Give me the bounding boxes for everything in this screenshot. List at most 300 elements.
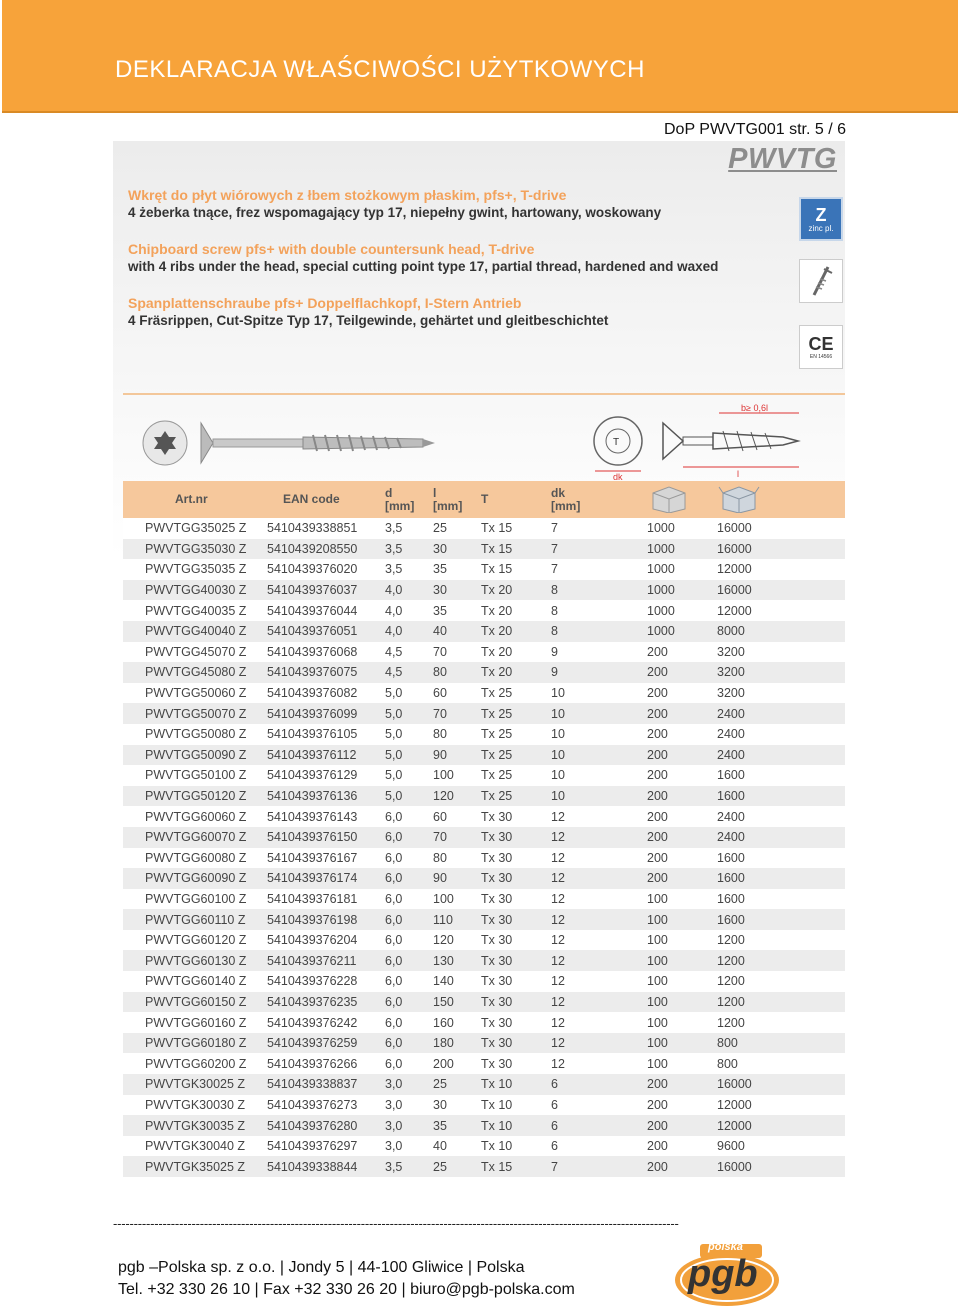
cell-t: Tx 20 bbox=[481, 583, 513, 598]
cell-ean: 5410439376037 bbox=[267, 583, 358, 598]
cell-t: Tx 30 bbox=[481, 1015, 513, 1030]
cell-ean: 5410439376181 bbox=[267, 891, 358, 906]
cell-dk: 12 bbox=[551, 1036, 565, 1051]
cell-qty-carton: 1200 bbox=[717, 933, 745, 948]
cell-ean: 5410439376273 bbox=[267, 1097, 358, 1112]
cell-l: 200 bbox=[433, 1056, 454, 1071]
cell-qty-box: 100 bbox=[647, 912, 668, 927]
screw-type-badge bbox=[799, 259, 843, 303]
table-row bbox=[123, 1074, 845, 1095]
cell-l: 60 bbox=[433, 809, 447, 824]
footer-contact: Tel. +32 330 26 10 | Fax +32 330 26 20 | biuro@pgb-polska.com bbox=[118, 1281, 575, 1298]
cell-qty-box: 100 bbox=[647, 891, 668, 906]
description-german bbox=[128, 295, 808, 328]
table-row bbox=[123, 724, 845, 745]
cell-ean: 5410439376259 bbox=[267, 1036, 358, 1051]
cell-l: 80 bbox=[433, 665, 447, 680]
cell-ean: 5410439376068 bbox=[267, 644, 358, 659]
cell-l: 70 bbox=[433, 830, 447, 845]
cell-art-nr: PWVTGG50080 Z bbox=[145, 727, 247, 742]
cell-qty-box: 200 bbox=[647, 830, 668, 845]
cell-l: 110 bbox=[433, 912, 453, 927]
cell-ean: 5410439376075 bbox=[267, 665, 358, 680]
cell-ean: 5410439376020 bbox=[267, 562, 358, 577]
small-box-icon bbox=[647, 483, 691, 513]
cell-qty-carton: 16000 bbox=[717, 583, 752, 598]
header-d-unit: [mm] bbox=[385, 498, 415, 513]
cell-dk: 10 bbox=[551, 768, 565, 783]
logo-subtitle: polska bbox=[708, 1241, 743, 1253]
cell-l: 130 bbox=[433, 953, 454, 968]
cell-dk: 12 bbox=[551, 871, 565, 886]
cell-l: 70 bbox=[433, 644, 447, 659]
cell-qty-carton: 2400 bbox=[717, 809, 745, 824]
cell-qty-box: 200 bbox=[647, 686, 668, 701]
cell-t: Tx 30 bbox=[481, 1056, 513, 1071]
footer-address: pgb –Polska sp. z o.o. | Jondy 5 | 44-100 Gliwice | Polska bbox=[118, 1259, 525, 1276]
cell-l: 25 bbox=[433, 521, 447, 536]
cell-dk: 6 bbox=[551, 1077, 558, 1092]
table-row bbox=[123, 930, 845, 951]
cell-d: 3,5 bbox=[385, 1159, 403, 1174]
cell-l: 80 bbox=[433, 727, 447, 742]
cell-dk: 9 bbox=[551, 665, 558, 680]
cell-dk: 10 bbox=[551, 686, 565, 701]
cell-t: Tx 30 bbox=[481, 891, 513, 906]
cell-d: 5,0 bbox=[385, 747, 403, 762]
cell-t: Tx 20 bbox=[481, 624, 513, 639]
cell-dk: 8 bbox=[551, 624, 558, 639]
description-german-detail: 4 Fräsrippen, Cut-Spitze Typ 17, Teilgewinde, gehärtet und gleitbeschichtet bbox=[128, 313, 609, 328]
table-row bbox=[123, 642, 845, 663]
cell-dk: 6 bbox=[551, 1097, 558, 1112]
cell-l: 120 bbox=[433, 933, 454, 948]
document-reference: DoP PWVTG001 str. 5 / 6 bbox=[664, 121, 846, 138]
cell-dk: 12 bbox=[551, 994, 565, 1009]
cell-t: Tx 30 bbox=[481, 994, 513, 1009]
cell-qty-box: 1000 bbox=[647, 603, 675, 618]
cell-ean: 5410439376044 bbox=[267, 603, 358, 618]
cell-art-nr: PWVTGG60180 Z bbox=[145, 1036, 247, 1051]
cell-d: 6,0 bbox=[385, 830, 403, 845]
cell-qty-carton: 1200 bbox=[717, 974, 745, 989]
cell-t: Tx 30 bbox=[481, 974, 513, 989]
description-polish-title: Wkręt do płyt wiórowych z łbem stożkowym płaskim, pfs+, T-drive bbox=[128, 187, 567, 203]
cell-art-nr: PWVTGG60100 Z bbox=[145, 891, 247, 906]
cell-dk: 7 bbox=[551, 562, 558, 577]
screw-icon bbox=[806, 263, 836, 299]
cell-l: 90 bbox=[433, 747, 447, 762]
table-row bbox=[123, 662, 845, 683]
cell-qty-carton: 1200 bbox=[717, 1015, 745, 1030]
cell-dk: 12 bbox=[551, 850, 565, 865]
cell-dk: 8 bbox=[551, 583, 558, 598]
cell-dk: 10 bbox=[551, 706, 565, 721]
cell-qty-box: 100 bbox=[647, 953, 668, 968]
cell-dk: 7 bbox=[551, 521, 558, 536]
table-row bbox=[123, 971, 845, 992]
drawing-label-t: T bbox=[613, 437, 620, 448]
cell-t: Tx 30 bbox=[481, 953, 513, 968]
cell-qty-box: 1000 bbox=[647, 541, 675, 556]
cell-dk: 8 bbox=[551, 603, 558, 618]
cell-d: 6,0 bbox=[385, 1036, 403, 1051]
cell-d: 5,0 bbox=[385, 706, 403, 721]
cell-dk: 10 bbox=[551, 727, 565, 742]
description-english-title: Chipboard screw pfs+ with double countersunk head, T-drive bbox=[128, 241, 535, 257]
cell-ean: 5410439376051 bbox=[267, 624, 358, 639]
cell-d: 6,0 bbox=[385, 994, 403, 1009]
table-row bbox=[123, 889, 845, 910]
cell-dk: 12 bbox=[551, 933, 565, 948]
cell-art-nr: PWVTGG60140 Z bbox=[145, 974, 247, 989]
cell-d: 5,0 bbox=[385, 686, 403, 701]
cell-d: 3,5 bbox=[385, 521, 403, 536]
table-row bbox=[123, 1115, 845, 1136]
header-t: T bbox=[481, 492, 489, 506]
cell-qty-box: 1000 bbox=[647, 521, 675, 536]
cell-d: 6,0 bbox=[385, 809, 403, 824]
cell-qty-carton: 800 bbox=[717, 1056, 738, 1071]
cell-ean: 5410439376280 bbox=[267, 1118, 358, 1133]
ce-norm-label: EN 14566 bbox=[809, 354, 833, 360]
cell-d: 6,0 bbox=[385, 912, 403, 927]
table-row bbox=[123, 950, 845, 971]
table-row bbox=[123, 765, 845, 786]
cell-qty-carton: 800 bbox=[717, 1036, 738, 1051]
table-row bbox=[123, 683, 845, 704]
cell-qty-box: 200 bbox=[647, 644, 668, 659]
cell-t: Tx 15 bbox=[481, 541, 513, 556]
cell-qty-box: 200 bbox=[647, 850, 668, 865]
table-row bbox=[123, 621, 845, 642]
cell-qty-carton: 3200 bbox=[717, 686, 745, 701]
description-polish-detail: 4 żeberka tnące, frez wspomagający typ 17, niepełny gwint, hartowany, woskowany bbox=[128, 205, 662, 220]
table-row bbox=[123, 992, 845, 1013]
cell-t: Tx 15 bbox=[481, 1159, 513, 1174]
cell-d: 4,0 bbox=[385, 603, 403, 618]
cell-ean: 5410439376198 bbox=[267, 912, 358, 927]
cell-ean: 5410439338844 bbox=[267, 1159, 358, 1174]
cell-qty-box: 200 bbox=[647, 768, 668, 783]
cell-qty-carton: 16000 bbox=[717, 1077, 752, 1092]
description-german-title: Spanplattenschraube pfs+ Doppelflachkopf, I-Stern Antrieb bbox=[128, 295, 522, 311]
cell-dk: 9 bbox=[551, 644, 558, 659]
cell-l: 180 bbox=[433, 1036, 454, 1051]
header-ean: EAN code bbox=[283, 492, 340, 506]
cell-qty-box: 200 bbox=[647, 706, 668, 721]
cell-d: 4,5 bbox=[385, 644, 403, 659]
cell-d: 5,0 bbox=[385, 789, 403, 804]
cell-qty-box: 100 bbox=[647, 933, 668, 948]
table-row bbox=[123, 827, 845, 848]
cell-art-nr: PWVTGG60150 Z bbox=[145, 994, 247, 1009]
header-art-nr: Art.nr bbox=[175, 492, 208, 506]
cell-ean: 5410439376204 bbox=[267, 933, 358, 948]
cell-dk: 7 bbox=[551, 1159, 558, 1174]
table-row bbox=[123, 1033, 845, 1054]
cell-d: 4,0 bbox=[385, 624, 403, 639]
cell-ean: 5410439376235 bbox=[267, 994, 358, 1009]
section-divider bbox=[123, 393, 845, 395]
table-row bbox=[123, 1156, 845, 1177]
cell-qty-carton: 16000 bbox=[717, 521, 752, 536]
cell-qty-box: 100 bbox=[647, 1036, 668, 1051]
cell-qty-carton: 2400 bbox=[717, 830, 745, 845]
cell-d: 5,0 bbox=[385, 727, 403, 742]
cell-l: 35 bbox=[433, 603, 447, 618]
header-d bbox=[385, 481, 433, 518]
cell-art-nr: PWVTGG60130 Z bbox=[145, 953, 247, 968]
header-l bbox=[433, 481, 481, 518]
cell-l: 80 bbox=[433, 850, 447, 865]
cell-d: 4,0 bbox=[385, 583, 403, 598]
table-row bbox=[123, 600, 845, 621]
cell-ean: 5410439376174 bbox=[267, 871, 358, 886]
cell-d: 6,0 bbox=[385, 1015, 403, 1030]
product-table-body bbox=[123, 518, 845, 1177]
cell-t: Tx 30 bbox=[481, 830, 513, 845]
header-dk bbox=[551, 481, 647, 518]
cell-l: 35 bbox=[433, 562, 447, 577]
screw-photo-icon bbox=[201, 423, 435, 463]
cell-art-nr: PWVTGG60090 Z bbox=[145, 871, 247, 886]
cell-l: 40 bbox=[433, 624, 447, 639]
header-d-label: d bbox=[385, 485, 393, 500]
cell-ean: 5410439376228 bbox=[267, 974, 358, 989]
cell-t: Tx 25 bbox=[481, 789, 513, 804]
zinc-badge-letter: Z bbox=[815, 204, 827, 225]
cell-qty-box: 1000 bbox=[647, 624, 675, 639]
cell-qty-carton: 3200 bbox=[717, 665, 745, 680]
cell-art-nr: PWVTGK30035 Z bbox=[145, 1118, 246, 1133]
cell-dk: 12 bbox=[551, 891, 565, 906]
cell-qty-carton: 16000 bbox=[717, 1159, 752, 1174]
header-carton-icon bbox=[717, 481, 845, 518]
table-row bbox=[123, 539, 845, 560]
header-l-unit: [mm] bbox=[433, 498, 463, 513]
cell-qty-carton: 1200 bbox=[717, 994, 745, 1009]
screw-drawings bbox=[123, 401, 845, 481]
cell-dk: 12 bbox=[551, 912, 565, 927]
cell-t: Tx 15 bbox=[481, 521, 513, 536]
logo-wordmark: pgb bbox=[688, 1253, 758, 1295]
cell-art-nr: PWVTGG35025 Z bbox=[145, 521, 247, 536]
cell-l: 25 bbox=[433, 1077, 447, 1092]
cell-art-nr: PWVTGK30030 Z bbox=[145, 1097, 246, 1112]
cell-art-nr: PWVTGG40040 Z bbox=[145, 624, 247, 639]
cell-qty-carton: 2400 bbox=[717, 747, 745, 762]
table-row bbox=[123, 1053, 845, 1074]
cell-art-nr: PWVTGG60120 Z bbox=[145, 933, 247, 948]
cell-qty-carton: 1600 bbox=[717, 768, 745, 783]
cell-t: Tx 30 bbox=[481, 871, 513, 886]
cell-qty-carton: 3200 bbox=[717, 644, 745, 659]
table-row bbox=[123, 868, 845, 889]
cell-ean: 5410439376099 bbox=[267, 706, 358, 721]
cell-dk: 12 bbox=[551, 1015, 565, 1030]
zinc-plated-badge bbox=[799, 197, 843, 241]
product-brand: PWVTG bbox=[728, 143, 837, 175]
cell-qty-carton: 2400 bbox=[717, 727, 745, 742]
cell-ean: 5410439338851 bbox=[267, 521, 358, 536]
cell-art-nr: PWVTGG50120 Z bbox=[145, 789, 247, 804]
cell-qty-carton: 1600 bbox=[717, 912, 745, 927]
cell-qty-box: 100 bbox=[647, 1056, 668, 1071]
drawing-label-b: b≥ 0,6l bbox=[741, 403, 768, 413]
cell-l: 120 bbox=[433, 789, 454, 804]
cell-t: Tx 25 bbox=[481, 706, 513, 721]
page-title: DEKLARACJA WŁAŚCIWOŚCI UŻYTKOWYCH bbox=[115, 56, 645, 83]
cell-art-nr: PWVTGG45080 Z bbox=[145, 665, 247, 680]
cell-d: 4,5 bbox=[385, 665, 403, 680]
cell-ean: 5410439338837 bbox=[267, 1077, 358, 1092]
cell-qty-box: 200 bbox=[647, 809, 668, 824]
cell-art-nr: PWVTGG60110 Z bbox=[145, 912, 246, 927]
cell-qty-carton: 9600 bbox=[717, 1139, 745, 1154]
cell-qty-carton: 1600 bbox=[717, 789, 745, 804]
cell-ean: 5410439376105 bbox=[267, 727, 358, 742]
cell-qty-box: 200 bbox=[647, 665, 668, 680]
cell-l: 35 bbox=[433, 1118, 447, 1133]
header-dk-unit: [mm] bbox=[551, 498, 581, 513]
table-row bbox=[123, 1136, 845, 1157]
cell-art-nr: PWVTGK30040 Z bbox=[145, 1139, 246, 1154]
cell-ean: 5410439376297 bbox=[267, 1139, 358, 1154]
cell-d: 6,0 bbox=[385, 1056, 403, 1071]
cell-l: 100 bbox=[433, 891, 454, 906]
cell-t: Tx 30 bbox=[481, 809, 513, 824]
cell-art-nr: PWVTGK35025 Z bbox=[145, 1159, 246, 1174]
cell-l: 140 bbox=[433, 974, 454, 989]
cell-qty-carton: 8000 bbox=[717, 624, 745, 639]
cell-qty-box: 1000 bbox=[647, 562, 675, 577]
cell-qty-box: 200 bbox=[647, 747, 668, 762]
cell-l: 30 bbox=[433, 583, 447, 598]
cell-art-nr: PWVTGG35030 Z bbox=[145, 541, 247, 556]
ce-mark: CE bbox=[808, 334, 834, 354]
header-l-label: l bbox=[433, 485, 437, 500]
cell-qty-box: 200 bbox=[647, 1139, 668, 1154]
cell-t: Tx 30 bbox=[481, 912, 513, 927]
cell-t: Tx 30 bbox=[481, 933, 513, 948]
cell-t: Tx 15 bbox=[481, 562, 513, 577]
cell-d: 6,0 bbox=[385, 933, 403, 948]
cell-qty-box: 100 bbox=[647, 994, 668, 1009]
cell-qty-carton: 1600 bbox=[717, 891, 745, 906]
description-polish bbox=[128, 187, 808, 220]
drawing-label-l: l bbox=[737, 469, 739, 479]
cell-ean: 5410439376150 bbox=[267, 830, 358, 845]
cell-qty-carton: 12000 bbox=[717, 603, 752, 618]
cell-qty-box: 200 bbox=[647, 1159, 668, 1174]
cell-art-nr: PWVTGG60160 Z bbox=[145, 1015, 247, 1030]
cell-qty-box: 200 bbox=[647, 1097, 668, 1112]
cell-qty-box: 200 bbox=[647, 871, 668, 886]
cell-qty-carton: 1200 bbox=[717, 953, 745, 968]
cell-dk: 12 bbox=[551, 830, 565, 845]
cell-ean: 5410439376167 bbox=[267, 850, 358, 865]
cell-l: 100 bbox=[433, 768, 454, 783]
page-header bbox=[2, 0, 958, 113]
cell-t: Tx 25 bbox=[481, 747, 513, 762]
cell-art-nr: PWVTGG50070 Z bbox=[145, 706, 247, 721]
table-row bbox=[123, 580, 845, 601]
cell-qty-box: 200 bbox=[647, 789, 668, 804]
carton-box-icon bbox=[717, 483, 761, 513]
cell-l: 60 bbox=[433, 686, 447, 701]
cell-d: 3,0 bbox=[385, 1097, 403, 1112]
torx-head-icon bbox=[143, 421, 187, 465]
cell-ean: 5410439376143 bbox=[267, 809, 358, 824]
cell-t: Tx 10 bbox=[481, 1097, 513, 1112]
cell-qty-carton: 12000 bbox=[717, 562, 752, 577]
cell-d: 6,0 bbox=[385, 974, 403, 989]
cell-dk: 12 bbox=[551, 974, 565, 989]
cell-l: 90 bbox=[433, 871, 447, 886]
cell-qty-box: 100 bbox=[647, 974, 668, 989]
table-row bbox=[123, 518, 845, 539]
cell-l: 30 bbox=[433, 1097, 447, 1112]
cell-qty-carton: 16000 bbox=[717, 541, 752, 556]
cell-qty-box: 100 bbox=[647, 1015, 668, 1030]
cell-art-nr: PWVTGG50060 Z bbox=[145, 686, 247, 701]
description-english-detail: with 4 ribs under the head, special cutting point type 17, partial thread, hardened and waxed bbox=[128, 259, 719, 274]
cell-t: Tx 25 bbox=[481, 727, 513, 742]
cell-ean: 5410439208550 bbox=[267, 541, 358, 556]
cell-dk: 12 bbox=[551, 809, 565, 824]
header-box-icon bbox=[647, 481, 717, 518]
footer-separator: ----------------------------------------------------------------------------------------------------------------------------------------- bbox=[113, 1216, 679, 1231]
cell-ean: 5410439376242 bbox=[267, 1015, 358, 1030]
cell-qty-carton: 12000 bbox=[717, 1118, 752, 1133]
cell-dk: 6 bbox=[551, 1118, 558, 1133]
table-row bbox=[123, 745, 845, 766]
cell-l: 160 bbox=[433, 1015, 454, 1030]
cell-art-nr: PWVTGG60070 Z bbox=[145, 830, 247, 845]
cell-t: Tx 25 bbox=[481, 768, 513, 783]
cell-ean: 5410439376211 bbox=[267, 953, 357, 968]
cell-t: Tx 20 bbox=[481, 665, 513, 680]
cell-dk: 6 bbox=[551, 1139, 558, 1154]
cell-art-nr: PWVTGG40030 Z bbox=[145, 583, 247, 598]
cell-l: 70 bbox=[433, 706, 447, 721]
cell-art-nr: PWVTGG40035 Z bbox=[145, 603, 247, 618]
cell-dk: 12 bbox=[551, 953, 565, 968]
drawing-label-dk: dk bbox=[613, 472, 623, 481]
cell-d: 6,0 bbox=[385, 871, 403, 886]
cell-dk: 12 bbox=[551, 1056, 565, 1071]
cell-d: 3,0 bbox=[385, 1139, 403, 1154]
cell-d: 3,5 bbox=[385, 562, 403, 577]
cell-qty-carton: 1600 bbox=[717, 871, 745, 886]
cell-dk: 10 bbox=[551, 747, 565, 762]
cell-d: 6,0 bbox=[385, 953, 403, 968]
cell-l: 150 bbox=[433, 994, 454, 1009]
cell-qty-carton: 1600 bbox=[717, 850, 745, 865]
cell-qty-box: 200 bbox=[647, 1118, 668, 1133]
table-header-row bbox=[123, 481, 845, 518]
technical-drawing-icon bbox=[594, 403, 799, 481]
cell-qty-carton: 2400 bbox=[717, 706, 745, 721]
cell-art-nr: PWVTGG60200 Z bbox=[145, 1056, 247, 1071]
cell-t: Tx 10 bbox=[481, 1077, 513, 1092]
cell-ean: 5410439376082 bbox=[267, 686, 358, 701]
cell-art-nr: PWVTGG50090 Z bbox=[145, 747, 247, 762]
cell-qty-box: 200 bbox=[647, 1077, 668, 1092]
cell-t: Tx 30 bbox=[481, 1036, 513, 1051]
cell-ean: 5410439376112 bbox=[267, 747, 357, 762]
